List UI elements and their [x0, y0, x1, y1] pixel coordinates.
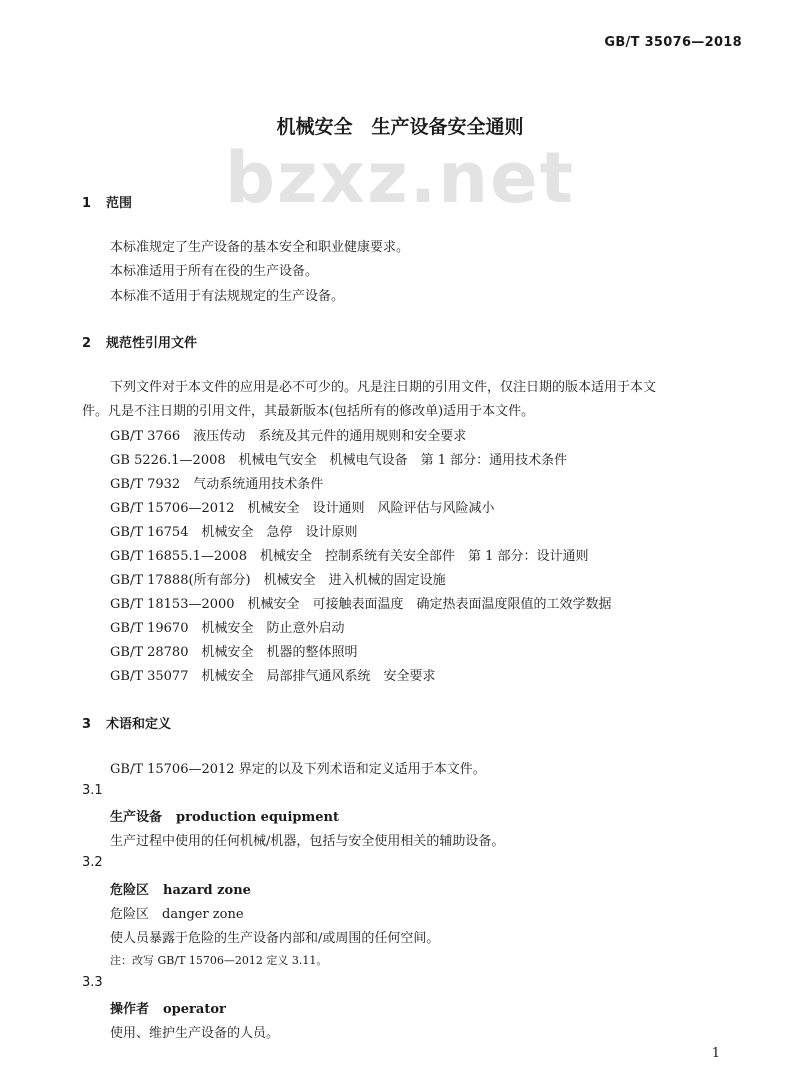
clause-number: 3.2: [82, 855, 103, 870]
term-en: hazard zone: [163, 883, 251, 898]
reference-item: GB/T 15706—2012 机械安全 设计通则 风险评估与风险减小: [110, 501, 495, 516]
term-note: 注：改写 GB/T 15706—2012 定义 3.11。: [110, 954, 328, 967]
clause-number: 3.3: [82, 975, 103, 990]
scope-line-2: 本标准适用于所有在役的生产设备。: [110, 264, 319, 279]
term-definition: 使人员暴露于危险的生产设备内部和/或周围的任何空间。: [110, 931, 440, 946]
reference-item: GB 5226.1—2008 机械电气安全 机械电气设备 第 1 部分：通用技术条件: [110, 453, 568, 468]
reference-item: GB/T 7932 气动系统通用技术条件: [110, 477, 324, 492]
term-heading: [110, 806, 339, 825]
section-title: 范围: [106, 196, 133, 211]
reference-item: GB/T 3766 液压传动 系统及其元件的通用规则和安全要求: [110, 429, 467, 444]
refs-intro-line-2: 件。凡是不注日期的引用文件，其最新版本(包括所有的修改单)适用于本文件。: [82, 404, 535, 419]
term-heading: [110, 998, 226, 1017]
reference-item: GB/T 19670 机械安全 防止意外启动: [110, 621, 345, 636]
section-3-heading: [82, 713, 171, 732]
reference-item: GB/T 17888(所有部分) 机械安全 进入机械的固定设施: [110, 573, 446, 588]
term-heading: [110, 879, 251, 898]
reference-item: GB/T 16855.1—2008 机械安全 控制系统有关安全部件 第 1 部分：设计通则: [110, 549, 589, 564]
section-2-heading: [82, 332, 197, 351]
term-cn: 操作者: [110, 1002, 150, 1017]
term-cn: 危险区: [110, 883, 150, 898]
term-en: operator: [163, 1002, 226, 1017]
term-definition: 使用、维护生产设备的人员。: [110, 1026, 280, 1041]
reference-item: GB/T 28780 机械安全 机器的整体照明: [110, 645, 358, 660]
scope-line-1: 本标准规定了生产设备的基本安全和职业健康要求。: [110, 240, 410, 255]
page-number: 1: [711, 1046, 720, 1061]
reference-item: GB/T 16754 机械安全 急停 设计原则: [110, 525, 358, 540]
term-definition: 生产过程中使用的任何机械/机器，包括与安全使用相关的辅助设备。: [110, 834, 505, 849]
section-number: 1: [82, 196, 92, 211]
term-cn: 生产设备: [110, 810, 163, 825]
term-synonym: 危险区 danger zone: [110, 907, 244, 922]
refs-intro-line-1: 下列文件对于本文件的应用是必不可少的。凡是注日期的引用文件，仅注日期的版本适用于本文: [110, 380, 657, 395]
section-title: 术语和定义: [106, 717, 172, 732]
reference-item: GB/T 35077 机械安全 局部排气通风系统 安全要求: [110, 669, 436, 684]
section-1-heading: [82, 192, 132, 211]
clause-number: 3.1: [82, 783, 103, 798]
section-title: 规范性引用文件: [106, 336, 198, 351]
reference-item: GB/T 18153—2000 机械安全 可接触表面温度 确定热表面温度限值的工效学数据: [110, 597, 612, 612]
document-title: 机械安全 生产设备安全通则: [276, 116, 524, 138]
watermark: bzxz.net: [224, 137, 576, 219]
standard-code: GB/T 35076—2018: [604, 35, 742, 50]
term-en: production equipment: [176, 810, 339, 825]
section-number: 2: [82, 336, 92, 351]
scope-line-3: 本标准不适用于有法规规定的生产设备。: [110, 289, 345, 304]
terms-intro: GB/T 15706—2012 界定的以及下列术语和定义适用于本文件。: [110, 762, 486, 777]
section-number: 3: [82, 717, 92, 732]
